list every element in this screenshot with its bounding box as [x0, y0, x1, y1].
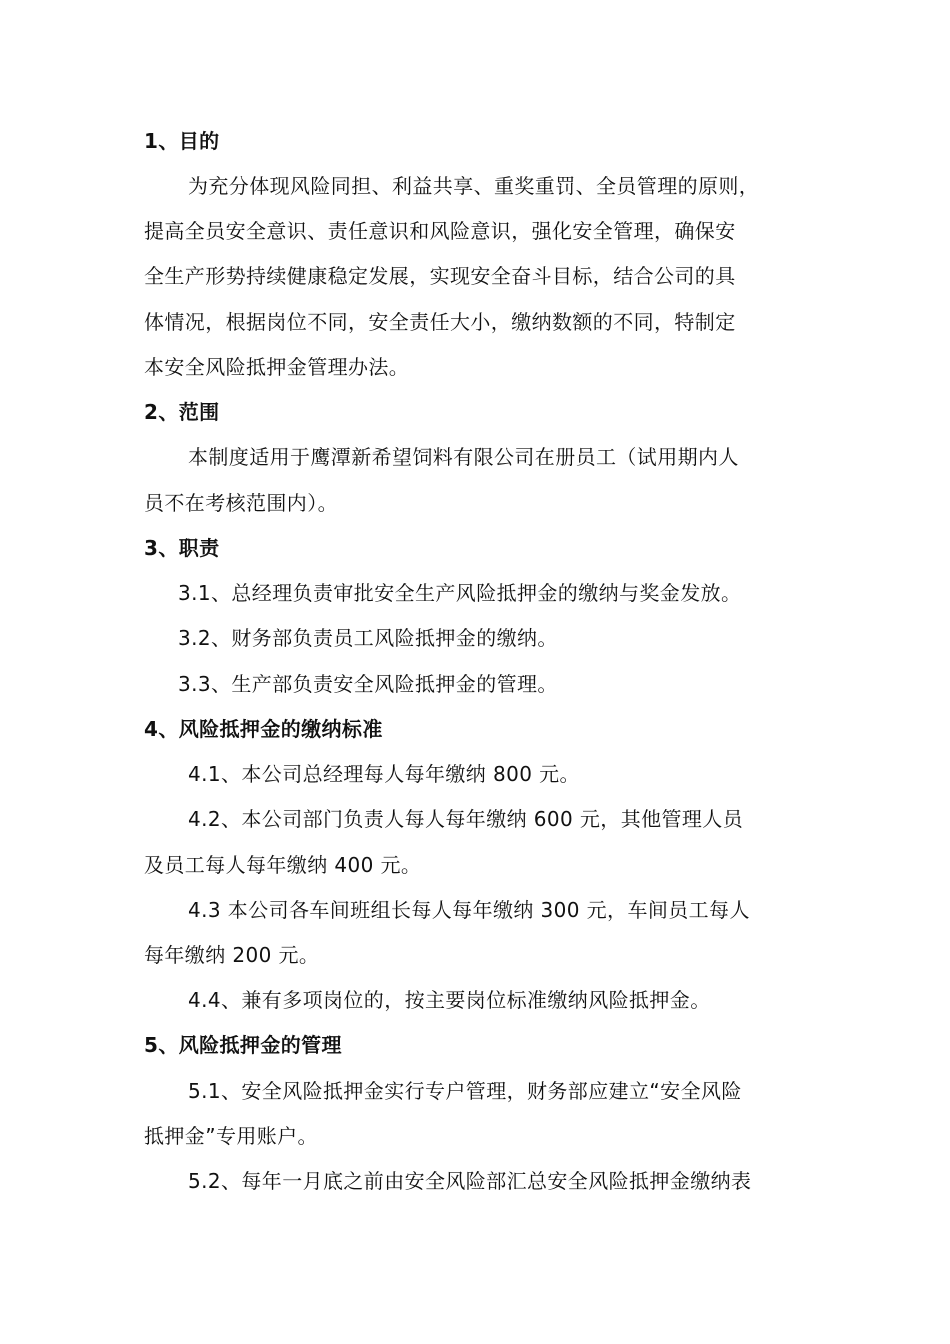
section-5-line-2: 抵押金”专用账户。	[144, 1124, 318, 1148]
section-4-line-2: 4.2、本公司部门负责人每人每年缴纳 600 元，其他管理人员	[188, 807, 744, 831]
section-5-line-3: 5.2、每年一月底之前由安全风险部汇总安全风险抵押金缴纳表	[188, 1169, 752, 1193]
section-5-heading: 5、风险抵押金的管理	[144, 1033, 342, 1057]
section-1-heading: 1、目的	[144, 129, 220, 153]
section-2-heading: 2、范围	[144, 400, 220, 424]
section-3-line-3: 3.3、生产部负责安全风险抵押金的管理。	[178, 672, 558, 696]
section-4-heading: 4、风险抵押金的缴纳标准	[144, 717, 383, 741]
section-2-line-1: 本制度适用于鹰潭新希望饲料有限公司在册员工（试用期内人	[188, 445, 739, 469]
section-2-line-2: 员不在考核范围内）。	[144, 491, 338, 515]
section-1-line-1: 为充分体现风险同担、利益共享、重奖重罚、全员管理的原则，	[188, 174, 760, 198]
section-1-line-4: 体情况，根据岗位不同，安全责任大小，缴纳数额的不同，特制定	[144, 310, 736, 334]
section-4-line-1: 4.1、本公司总经理每人每年缴纳 800 元。	[188, 762, 580, 786]
section-1-line-5: 本安全风险抵押金管理办法。	[144, 355, 410, 379]
section-3-heading: 3、职责	[144, 536, 220, 560]
section-4-line-3: 及员工每人每年缴纳 400 元。	[144, 853, 422, 877]
section-5-line-1: 5.1、安全风险抵押金实行专户管理，财务部应建立“安全风险	[188, 1079, 742, 1103]
section-3-line-1: 3.1、总经理负责审批安全生产风险抵押金的缴纳与奖金发放。	[178, 581, 742, 605]
section-4-line-6: 4.4、兼有多项岗位的，按主要岗位标准缴纳风险抵押金。	[188, 988, 711, 1012]
section-1-line-2: 提高全员安全意识、责任意识和风险意识，强化安全管理，确保安	[144, 219, 736, 243]
section-3-line-2: 3.2、财务部负责员工风险抵押金的缴纳。	[178, 626, 558, 650]
section-1-line-3: 全生产形势持续健康稳定发展，实现安全奋斗目标，结合公司的具	[144, 264, 736, 288]
section-4-line-4: 4.3 本公司各车间班组长每人每年缴纳 300 元，车间员工每人	[188, 898, 750, 922]
section-4-line-5: 每年缴纳 200 元。	[144, 943, 320, 967]
